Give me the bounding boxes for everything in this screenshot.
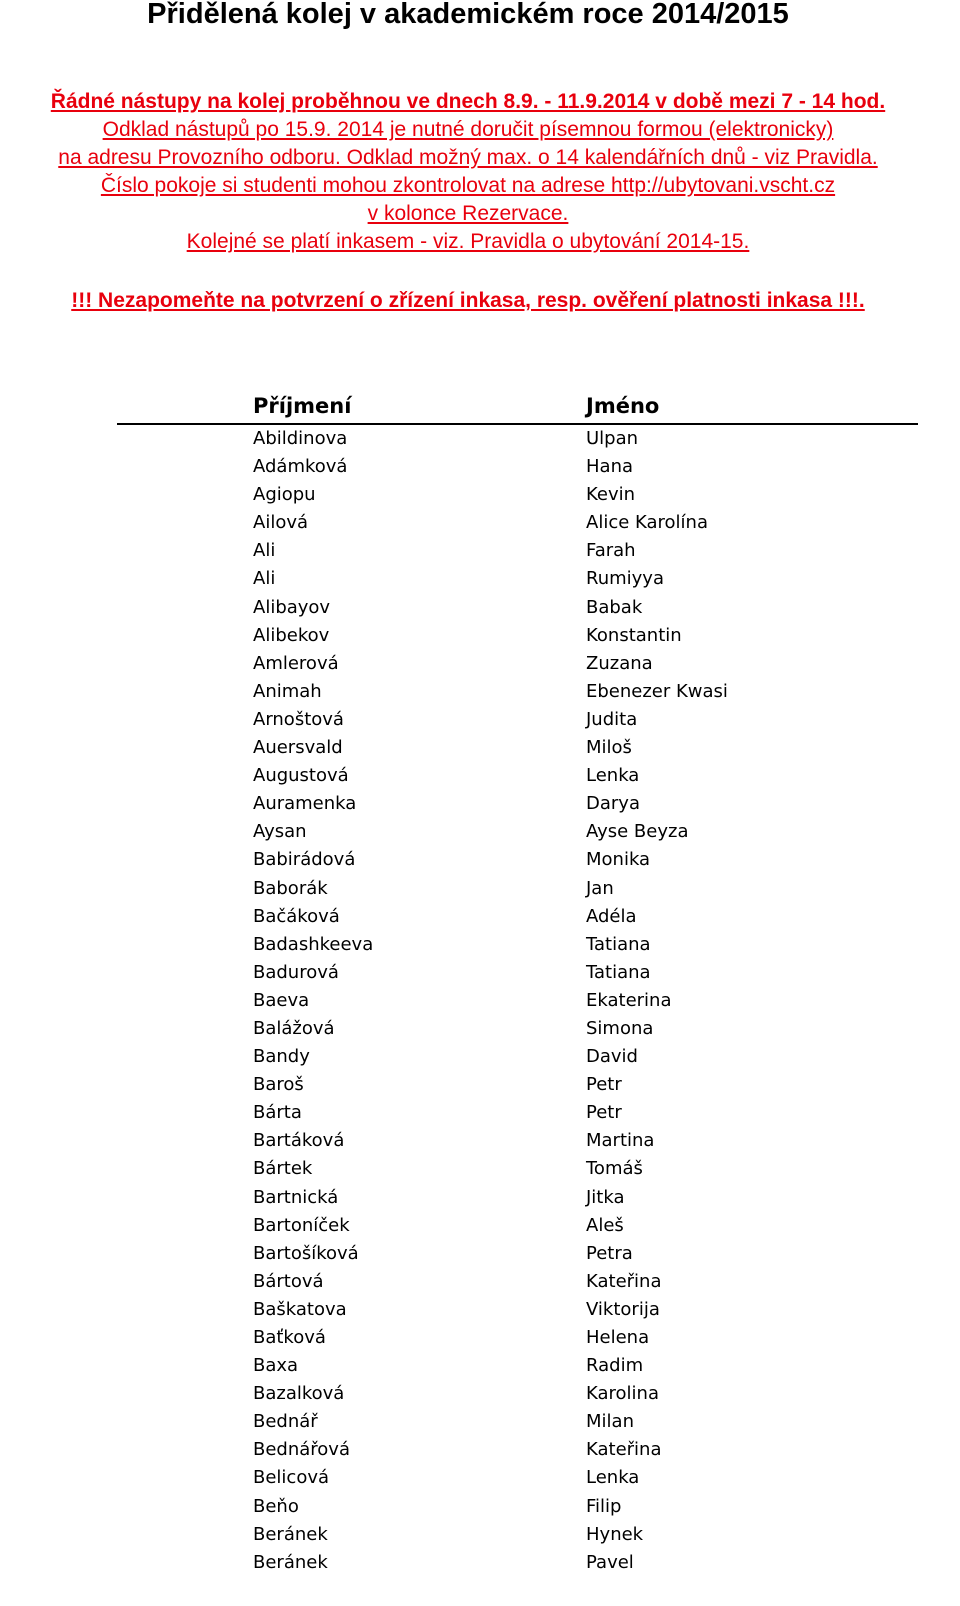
table-row [117, 706, 918, 734]
first-name-cell: Tatiana [586, 933, 651, 955]
table-row [117, 1493, 918, 1521]
last-name-cell: Bednář [253, 1411, 318, 1433]
table-row [117, 1155, 918, 1183]
first-name-cell: Milan [586, 1411, 634, 1433]
table-row [117, 1015, 918, 1043]
last-name-cell: Alibayov [253, 596, 331, 618]
table-row [117, 1127, 918, 1155]
last-name-cell: Badurová [253, 961, 339, 983]
first-name-cell: Ekaterina [586, 989, 672, 1011]
last-name-cell: Baškatova [253, 1298, 347, 1320]
table-row [117, 1240, 918, 1268]
first-name-cell: Babak [586, 596, 643, 618]
first-name-cell: Tomáš [586, 1158, 643, 1180]
table-row [117, 509, 918, 537]
first-name-cell: Jitka [586, 1186, 625, 1208]
table-row [117, 875, 918, 903]
table-row [117, 1521, 918, 1549]
first-name-cell: Judita [586, 708, 638, 730]
table-row [117, 1380, 918, 1408]
table-row [117, 425, 918, 453]
table-row [117, 1408, 918, 1436]
first-name-cell: Ayse Beyza [586, 821, 689, 843]
first-name-cell: Petra [586, 1242, 633, 1264]
page-title: Přidělená kolej v akademickém roce 2014/2015 [147, 0, 789, 30]
table-row [117, 481, 918, 509]
table-row [117, 1296, 918, 1324]
first-name-cell: Ebenezer Kwasi [586, 680, 728, 702]
first-name-cell: Adéla [586, 905, 637, 927]
notice-line-room-check[interactable]: Číslo pokoje si studenti mohou zkontrolovat na adrese http://ubytovani.vscht.cz [100, 174, 836, 197]
last-name-cell: Bandy [253, 1046, 310, 1068]
first-name-cell: Monika [586, 849, 651, 871]
first-name-cell: Radim [586, 1355, 644, 1377]
first-name-cell: Petr [586, 1102, 622, 1124]
first-name-cell: Ulpan [586, 428, 639, 449]
last-name-cell: Arnoštová [253, 708, 344, 730]
last-name-cell: Alibekov [253, 624, 330, 646]
first-name-cell: Alice Karolína [586, 512, 708, 534]
last-name-cell: Badashkeeva [253, 933, 374, 955]
last-name-cell: Baroš [253, 1074, 304, 1096]
last-name-cell: Bazalková [253, 1383, 345, 1405]
first-name-cell: Rumiyya [586, 568, 664, 590]
table-row [117, 1352, 918, 1380]
last-name-cell: Animah [253, 680, 322, 702]
last-name-cell: Bednářová [253, 1439, 350, 1461]
first-name-cell: Konstantin [586, 624, 682, 646]
last-name-cell: Baxa [253, 1355, 299, 1377]
last-name-cell: Beránek [253, 1523, 328, 1545]
last-name-cell: Bártová [253, 1270, 324, 1292]
table-row [117, 537, 918, 565]
last-name-cell: Augustová [253, 765, 349, 787]
last-name-cell: Agiopu [253, 484, 316, 506]
notice-line-reservation-column[interactable]: v kolonce Rezervace. [367, 202, 569, 225]
last-name-cell: Ali [253, 540, 276, 562]
first-name-cell: Lenka [586, 765, 640, 787]
table-row [117, 846, 918, 874]
first-name-cell: Martina [586, 1130, 655, 1152]
last-name-cell: Belicová [253, 1467, 330, 1489]
first-name-cell: Lenka [586, 1467, 640, 1489]
table-row [117, 987, 918, 1015]
table-row [117, 453, 918, 481]
last-name-cell: Amlerová [253, 652, 339, 674]
last-name-cell: Bartošíková [253, 1242, 359, 1264]
first-name-cell: Helena [586, 1327, 650, 1348]
last-name-cell: Ailová [253, 512, 309, 534]
last-name-cell: Auersvald [253, 737, 343, 759]
notice-line-payment[interactable]: Kolejné se platí inkasem - viz. Pravidla o ubytování 2014-15. [186, 230, 750, 253]
last-name-cell: Baborák [253, 877, 328, 899]
allocation-table [117, 392, 918, 1577]
table-row [117, 678, 918, 706]
table-row [117, 959, 918, 987]
table-row [117, 650, 918, 678]
first-name-cell: Hana [586, 456, 634, 478]
first-name-cell: Kevin [586, 484, 636, 506]
last-name-cell: Bačáková [253, 905, 340, 927]
column-header-last-name: Příjmení [253, 394, 352, 418]
last-name-cell: Bartáková [253, 1130, 345, 1152]
first-name-cell: Zuzana [586, 652, 653, 674]
last-name-cell: Baťková [253, 1327, 326, 1348]
first-name-cell: Darya [586, 793, 640, 815]
first-name-cell: Aleš [586, 1214, 624, 1236]
table-row [117, 1268, 918, 1296]
table-body [117, 425, 918, 1577]
last-name-cell: Babirádová [253, 849, 356, 871]
table-row [117, 1464, 918, 1492]
table-header [117, 392, 918, 425]
direct-debit-warning[interactable]: !!! Nezapomeňte na potvrzení o zřízení inkasa, resp. ověření platnosti inkasa !!!. [71, 289, 865, 312]
table-row [117, 1071, 918, 1099]
table-row [117, 818, 918, 846]
last-name-cell: Abildinova [253, 428, 348, 449]
first-name-cell: Simona [586, 1017, 654, 1039]
last-name-cell: Bartnická [253, 1186, 339, 1208]
table-row [117, 1184, 918, 1212]
first-name-cell: Karolina [586, 1383, 659, 1405]
table-row [117, 622, 918, 650]
first-name-cell: Petr [586, 1074, 622, 1096]
notice-line-deferral[interactable]: Odklad nástupů po 15.9. 2014 je nutné doručit písemnou formou (elektronicky) [102, 118, 834, 141]
notice-line-deferral-address[interactable]: na adresu Provozního odboru. Odklad možný max. o 14 kalendářních dnů - viz Pravidla. [58, 146, 878, 169]
last-name-cell: Ali [253, 568, 276, 590]
last-name-cell: Balážová [253, 1017, 335, 1039]
last-name-cell: Auramenka [253, 793, 357, 815]
table-row [117, 903, 918, 931]
first-name-cell: Kateřina [586, 1439, 662, 1461]
table-row [117, 1549, 918, 1577]
first-name-cell: Viktorija [586, 1298, 660, 1320]
notice-line-check-in-dates[interactable]: Řádné nástupy na kolej proběhnou ve dnech 8.9. - 11.9.2014 v době mezi 7 - 14 hod. [50, 90, 886, 113]
last-name-cell: Bárta [253, 1102, 302, 1124]
first-name-cell: Pavel [586, 1551, 634, 1573]
table-row [117, 1436, 918, 1464]
first-name-cell: David [586, 1046, 638, 1068]
table-row [117, 931, 918, 959]
last-name-cell: Beňo [253, 1495, 299, 1517]
table-row [117, 1324, 918, 1352]
table-row [117, 565, 918, 593]
first-name-cell: Tatiana [586, 961, 651, 983]
last-name-cell: Aysan [253, 821, 307, 843]
table-row [117, 1043, 918, 1071]
first-name-cell: Kateřina [586, 1270, 662, 1292]
table-row [117, 594, 918, 622]
table-row [117, 790, 918, 818]
last-name-cell: Adámková [253, 456, 348, 478]
first-name-cell: Farah [586, 540, 636, 562]
last-name-cell: Baeva [253, 989, 310, 1011]
table-row [117, 734, 918, 762]
first-name-cell: Jan [586, 877, 614, 899]
first-name-cell: Filip [586, 1495, 622, 1517]
first-name-cell: Hynek [586, 1523, 644, 1545]
table-row [117, 1099, 918, 1127]
column-header-first-name: Jméno [586, 394, 660, 418]
last-name-cell: Bartoníček [253, 1214, 350, 1236]
table-row [117, 1212, 918, 1240]
first-name-cell: Miloš [586, 737, 632, 759]
table-row [117, 762, 918, 790]
last-name-cell: Beránek [253, 1551, 328, 1573]
last-name-cell: Bártek [253, 1158, 313, 1180]
